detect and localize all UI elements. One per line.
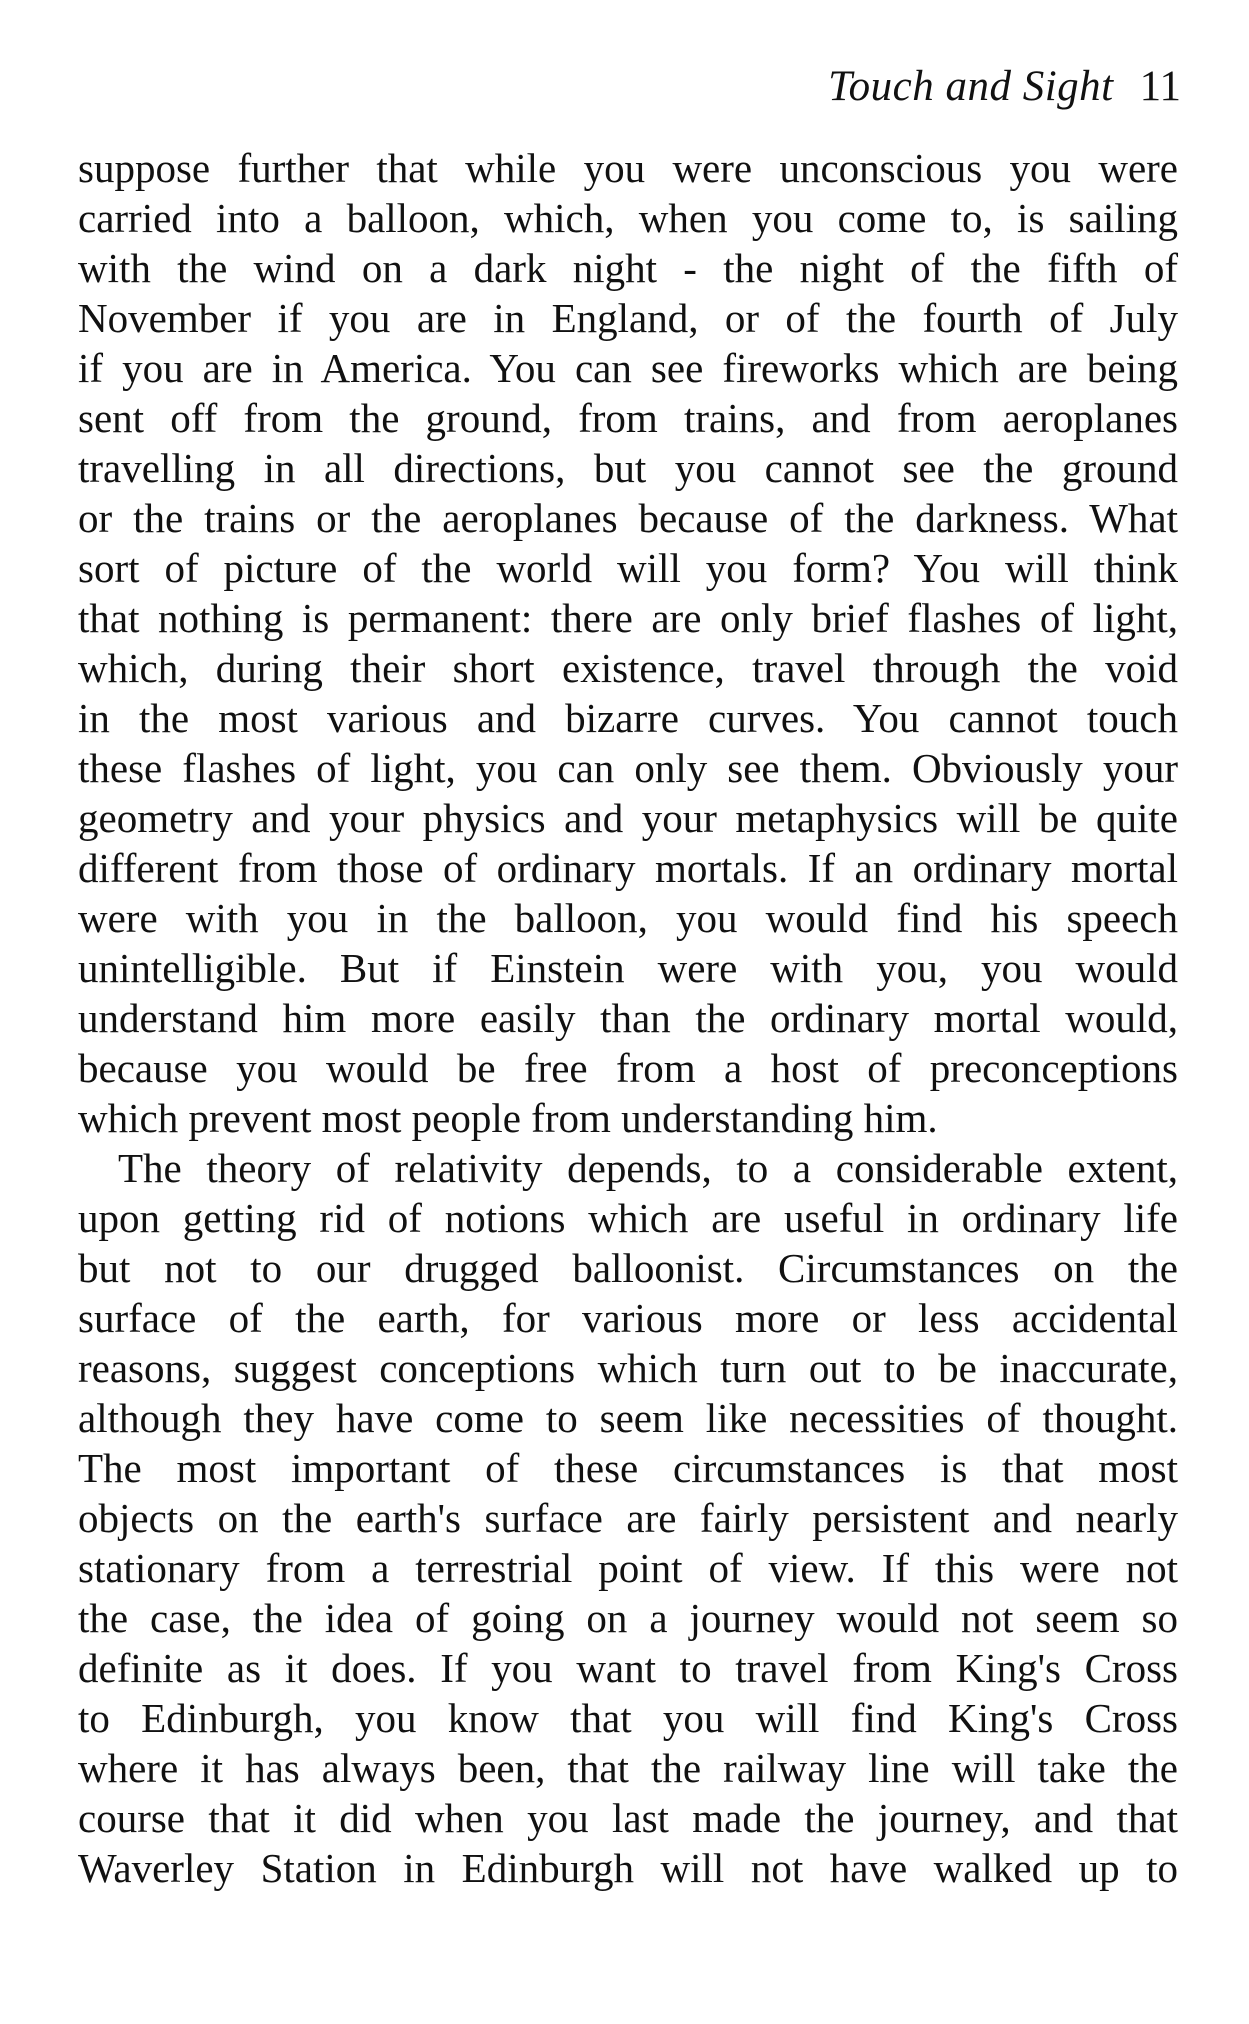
text-line: course that it did when you last made the journey, and that	[78, 1795, 1178, 1841]
text-line: The most important of these circumstances is that most	[78, 1445, 1178, 1491]
text-line: unintelligible. But if Einstein were with you, you would	[78, 945, 1178, 991]
page-number: 11	[1139, 63, 1181, 110]
body-text	[78, 143, 1178, 1893]
text-line: where it has always been, that the railway line will take the	[78, 1745, 1178, 1791]
text-line: November if you are in England, or of the fourth of July	[78, 295, 1178, 341]
text-line: which, during their short existence, travel through the void	[78, 645, 1178, 691]
text-line: geometry and your physics and your metaphysics will be quite	[78, 795, 1178, 841]
text-line: but not to our drugged balloonist. Circumstances on the	[78, 1245, 1178, 1291]
running-title: Touch and Sight	[828, 63, 1114, 110]
text-line: or the trains or the aeroplanes because of the darkness. What	[78, 495, 1178, 541]
text-line: The theory of relativity depends, to a considerable extent,	[118, 1145, 1178, 1191]
text-line: suppose further that while you were unconscious you were	[78, 145, 1178, 191]
text-line: were with you in the balloon, you would find his speech	[78, 895, 1178, 941]
text-line: although they have come to seem like necessities of thought.	[78, 1395, 1178, 1441]
text-line: objects on the earth's surface are fairly persistent and nearly	[78, 1495, 1178, 1541]
text-line: in the most various and bizarre curves. You cannot touch	[78, 695, 1178, 741]
text-line: understand him more easily than the ordinary mortal would,	[78, 995, 1178, 1041]
text-line: stationary from a terrestrial point of view. If this were not	[78, 1545, 1178, 1591]
text-line: which prevent most people from understanding him.	[78, 1095, 938, 1141]
text-line: travelling in all directions, but you cannot see the ground	[78, 445, 1178, 491]
text-line: different from those of ordinary mortals. If an ordinary mortal	[78, 845, 1178, 891]
text-line: reasons, suggest conceptions which turn out to be inaccurate,	[78, 1345, 1178, 1391]
text-line: Waverley Station in Edinburgh will not have walked up to	[78, 1845, 1178, 1891]
text-line: the case, the idea of going on a journey would not seem so	[78, 1595, 1178, 1641]
text-line: upon getting rid of notions which are useful in ordinary life	[78, 1195, 1178, 1241]
text-line: carried into a balloon, which, when you come to, is sailing	[78, 195, 1178, 241]
text-line: sort of picture of the world will you form? You will think	[78, 545, 1178, 591]
text-line: to Edinburgh, you know that you will find King's Cross	[78, 1695, 1178, 1741]
text-line: sent off from the ground, from trains, and from aeroplanes	[78, 395, 1178, 441]
text-line: because you would be free from a host of preconceptions	[78, 1045, 1178, 1091]
paragraph-1	[78, 143, 1178, 1143]
running-head	[828, 62, 1181, 112]
text-line: if you are in America. You can see fireworks which are being	[78, 345, 1178, 391]
text-line: definite as it does. If you want to travel from King's Cross	[78, 1645, 1178, 1691]
text-line: these flashes of light, you can only see them. Obviously your	[78, 745, 1178, 791]
paragraph-2	[78, 1143, 1178, 1893]
text-line: surface of the earth, for various more or less accidental	[78, 1295, 1178, 1341]
text-line: with the wind on a dark night - the night of the fifth of	[78, 245, 1178, 291]
text-line: that nothing is permanent: there are only brief flashes of light,	[78, 595, 1178, 641]
